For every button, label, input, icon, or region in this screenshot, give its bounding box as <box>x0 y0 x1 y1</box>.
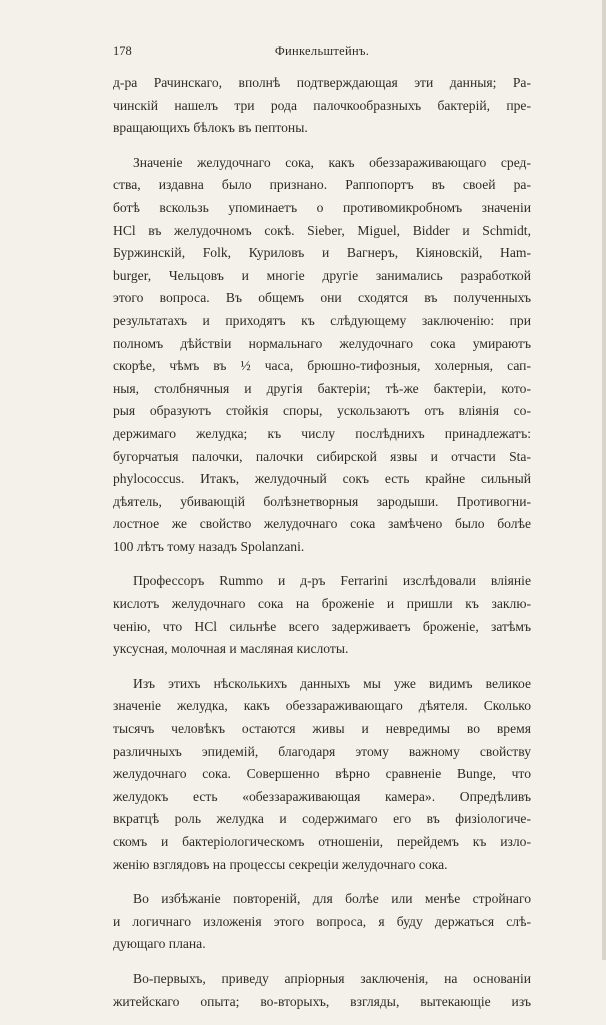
paragraph <box>113 968 531 1013</box>
text-line: phylococcus. Итакъ, желудочный сокъ есть крайне сильный <box>113 471 531 487</box>
text-line: уксусная, молочная и масляная кислоты. <box>113 641 349 657</box>
text-line: лостное же свойство желудочнаго сока замѣчено было болѣе <box>113 516 531 532</box>
text-line: 100 лѣтъ тому назадъ Spolanzani. <box>113 538 305 554</box>
text-line: полномъ дѣйствіи нормальнаго желудочнаго сока умираютъ <box>113 335 531 351</box>
text-line: Изъ этихъ нѣсколькихъ данныхъ мы уже видимъ великое <box>133 675 531 691</box>
paragraph <box>113 72 531 140</box>
text-line: ства, издавна было признано. Раппопортъ въ своей ра- <box>113 177 531 193</box>
text-line: желудочнаго сока. Совершенно вѣрно сравненіе Bunge, что <box>113 766 531 782</box>
paragraph <box>113 673 531 876</box>
text-line: ботѣ вскользь упоминаетъ о противомикробномъ значеніи <box>113 199 531 215</box>
text-line: женію взглядовъ на процессы секреціи желудочнаго сока. <box>113 856 448 872</box>
text-line: вкратцѣ роль желудка и содержимаго его въ физіологиче- <box>113 811 531 827</box>
page-number: 178 <box>113 44 132 58</box>
text-line: HCl въ желудочномъ сокѣ. Sieber, Miguel, Bidder и Schmidt, <box>113 222 531 238</box>
text-line: Во-первыхъ, приведу апріорныя заключенія, на основаніи <box>133 970 531 986</box>
paragraph <box>113 570 531 660</box>
text-line: дѣятель, убивающій болѣзнетворныя зародыши. Противогни- <box>113 493 531 509</box>
text-line: кислотъ желудочнаго сока на броженіе и пришли къ заклю- <box>113 596 531 612</box>
running-head: Финкельштейнъ. <box>274 44 370 58</box>
page-header <box>113 44 531 64</box>
text-line: бугорчатыя палочки, палочки сибирской язвы и отчасти Sta- <box>113 448 531 464</box>
text-line: Профессоръ Rummo и д-ръ Ferrarini изслѣдовали вліяніе <box>133 573 531 589</box>
text-line: burger, Чельцовъ и многіе другіе занимались разработкой <box>113 267 531 283</box>
text-line: Буржинскій, Folk, Куриловъ и Вагнеръ, Кіяновскій, Ham- <box>113 245 531 261</box>
text-line: скорѣе, чѣмъ въ ½ часа, брюшно-тифозныя, холерныя, сап- <box>113 358 531 374</box>
page-body <box>113 72 531 1025</box>
paragraph <box>113 888 531 956</box>
paragraph <box>113 152 531 559</box>
text-line: дующаго плана. <box>113 936 206 952</box>
text-line: желудокъ есть «обеззараживающая камера». Опредѣливъ <box>113 788 531 804</box>
text-line: Во избѣжаніе повтореній, для болѣе или менѣе стройнаго <box>133 891 531 907</box>
text-line: скомъ и бактеріологическомъ отношеніи, перейдемъ къ изло- <box>113 834 531 849</box>
text-line: держимаго желудка; къ числу послѣднихъ принадлежатъ: <box>113 425 531 441</box>
text-line: Значеніе желудочнаго сока, какъ обеззараживающаго сред- <box>133 154 531 170</box>
text-line: д-ра Рачинскаго, вполнѣ подтверждающая эти данныя; Ра- <box>113 75 531 90</box>
text-line: вращающихъ бѣлокъ въ пептоны. <box>113 120 308 136</box>
text-line: этого вопроса. Въ общемъ они сходятся въ полученныхъ <box>113 290 531 306</box>
text-line: чинскій нашелъ три рода палочкообразныхъ бактерій, пре- <box>113 97 531 113</box>
text-line: рыя образуютъ стойкія споры, ускользаютъ отъ вліянія со- <box>113 403 531 419</box>
text-line: тысячъ человѣкъ остаются живы и невредимы во время <box>113 721 531 737</box>
text-line: житейскаго опыта; во-вторыхъ, взгляды, вытекающіе изъ <box>113 993 531 1009</box>
text-line: различныхъ эпидемій, благодаря этому важному свойству <box>113 743 531 759</box>
text-line: результатахъ и приходятъ къ слѣдующему заключенію: при <box>113 312 531 328</box>
text-line: значеніе желудка, какъ обеззараживающаго дѣятеля. Сколько <box>113 698 531 714</box>
text-line: ченію, что HCl сильнѣе всего задерживаетъ броженіе, затѣмъ <box>113 618 531 634</box>
text-line: и логичнаго изложенія этого вопроса, я буду держаться слѣ- <box>113 913 531 929</box>
text-line: ныя, столбнячныя и другія бактеріи; тѣ-же бактеріи, кото- <box>113 380 531 396</box>
page-edge <box>602 0 606 960</box>
